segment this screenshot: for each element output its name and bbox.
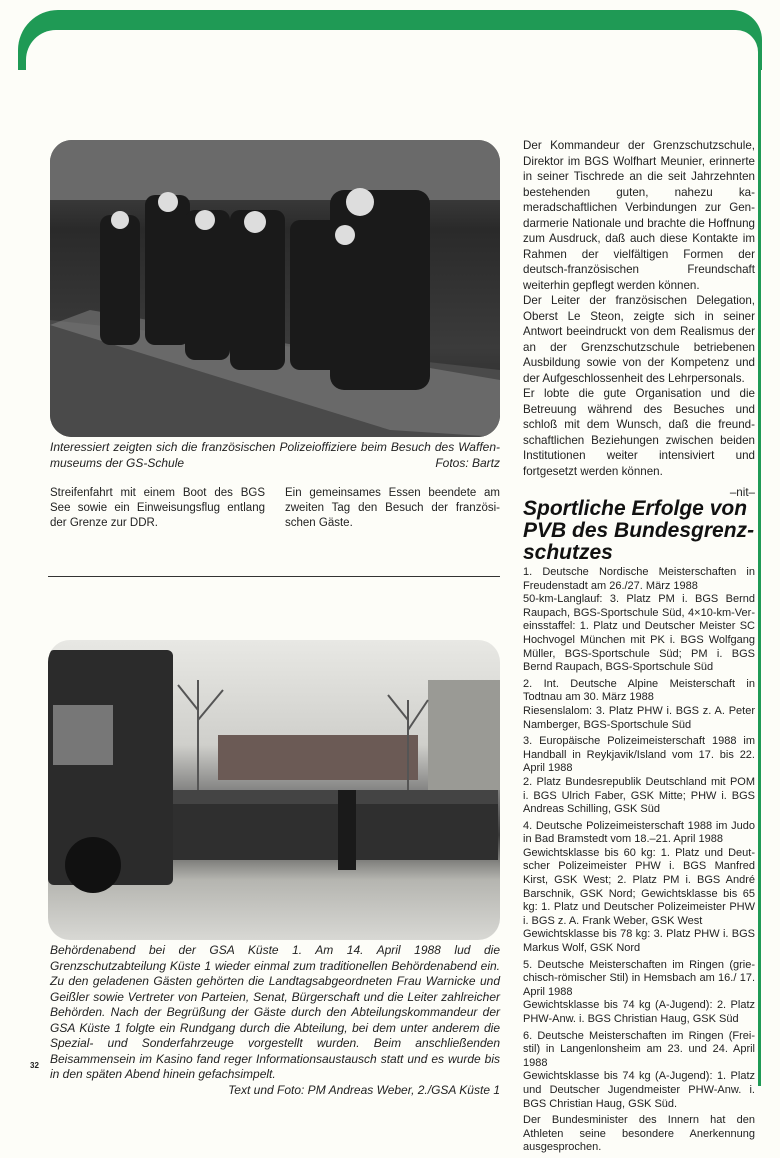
photo-behoerdenabend: [48, 640, 500, 940]
photo1-credit: Fotos: Bartz: [435, 455, 500, 470]
right-article: [523, 138, 755, 501]
sport-item: 4. Deutsche Polizeimeisterschaft 1988 im Judo in Bad Bramstedt vom 18.–21. April 1988 Gewichtsklasse bis 60 kg: 1. Platz und Deutscher Polizeimeister PHW i. BGS Manfred Kirst, GSK West; 2. Platz PM i. BGS André Barschnik, GSK Nord; Gewichtsklasse bis 65 kg: 1. Platz und Deutscher Polizeimeister PHW i. BGS z. A. Frank Weber, GSK West Gewichtsklasse bis 78 kg: 3. Platz PHW i. BGS Markus Wolf, GSK Nord: [523, 819, 755, 955]
sport-item: 3. Europäische Polizeimeisterschaft 1988 im Handball in Reykjavik/Island vom 17. bis 22. April 1988 2. Platz Bundesrepublik Deutschland mit POM i. BGS Ulrich Faber, GSK Mitte; PHW i. BGS Andreas Schilling, GSK Süd: [523, 735, 755, 816]
photo2-credit: Text und Foto: PM Andreas Weber, 2./GSA Küste 1: [228, 1082, 500, 1097]
article-paragraph: Er lobte die gute Organisation und die Betreuung während des Besuches und schloß mit dem Wunsch, daß die freundschaftlichen Beziehungen zwischen beiden Institutionen weiter intensiviert und fortgesetzt werden können.: [523, 387, 755, 478]
sport-heading: Sportliche Erfolge von PVB des Bundesgrenzschutzes: [523, 497, 755, 564]
photo1-caption: [50, 440, 500, 471]
section-divider: [48, 576, 500, 577]
sport-item: 2. Int. Deutsche Alpine Meisterschaft in Todtnau am 30. März 1988 Riesenslalom: 3. Platz PHW i. BGS z. A. Peter Namberger, BGS-Sportschule Süd: [523, 677, 755, 731]
photo-french-officers-museum: [50, 140, 500, 437]
photo1-caption-text: Interessiert zeigten sich die französischen Polizeioffiziere beim Besuch des Waffenmuseums der GS-Schule: [50, 440, 500, 470]
sport-results: [523, 566, 755, 1158]
sport-item: Der Bundesminister des Innern hat den Athleten seine besondere Anerkennung ausgesprochen.: [523, 1114, 755, 1154]
header-band-inner: [26, 30, 758, 90]
photo2-caption: [50, 943, 500, 1098]
left-column-1: Streifenfahrt mit einem Boot des BGS See sowie ein Einweisungsflug entlang der Grenze zur DDR.: [50, 487, 265, 529]
sport-item: 5. Deutsche Meisterschaften im Ringen (griechisch-römischer Stil) in Hemsbach am 16./ 17. April 1988 Gewichtsklasse bis 74 kg (A-Jugend): 2. Platz PHW-Anw. i. BGS Christian Haug, GSK Süd: [523, 958, 755, 1025]
photo-truck-crowd-illustration: [48, 640, 500, 940]
green-right-border: [758, 50, 761, 1086]
article-signature: –nit–: [729, 486, 755, 499]
page-number: 32: [30, 1061, 39, 1070]
photo-officers-illustration: [50, 140, 500, 437]
sport-item: 6. Deutsche Meisterschaften im Ringen (Freistil) in Langenlonsheim am 23. und 24. April 1988 Gewichtsklasse bis 74 kg (A-Jugend): 1. Platz und Deutscher Jugendmeister PHW-Anw. i. BGS Christian Haug, GSK Süd.: [523, 1029, 755, 1110]
article-paragraph: Der Kommandeur der Grenzschutzschule, Direktor im BGS Wolfhart Meunier, erinnerte in seiner Tischrede an die seit Jahrzehnten bestehenden guten, nahezu kameradschaftlichen Verbindungen zur Gendarmerie Nationale und brachte die Hoffnung zum Ausdruck, daß auch diese Kontakte im Rahmen der vielfältigen Formen der deutsch-französischen Freundschaft weiterhin gepflegt werden können.: [523, 139, 755, 292]
left-column-2: Ein gemeinsames Essen beendete am zweiten Tag den Besuch der französischen Gäste.: [285, 487, 500, 529]
article-paragraph: Der Leiter der französischen Delegation, Oberst Le Steon, zeigte sich in seiner Antwort beeindruckt von dem Realismus der an der Grenzschutzschule betriebenen Ausbildung sowie von der Kompetenz und der Aufgeschlossenheit des Lehrpersonals.: [523, 294, 755, 385]
photo2-caption-text: Behördenabend bei der GSA Küste 1. Am 14. April 1988 lud die Grenzschutzabteilung Küste 1 wieder einmal zum traditionellen Behördenabend ein. Zu den geladenen Gästen gehörten die Landtagsabgeordneten Frau Warnicke und Geißler sowie Vertreter von Parteien, Senat, Bürgerschaft und die Leiter zahlreicher Behörden. Nach der Begrüßung der Gäste durch den Abteilungskommandeur der GSA Küste 1 folgte ein Rundgang durch die Abteilung, bei dem unter anderem die Spezial- und Sonderfahrzeuge vorgestellt wurden. Beim anschließenden Beisammensein im Kasino fand reger Informationsaustausch statt und es wurde bis in den späten Abend hinein gefachsimpelt.: [50, 943, 500, 1081]
sport-item: 1. Deutsche Nordische Meisterschaften in Freudenstadt am 26./27. März 1988 50-km-Langlauf: 3. Platz PM i. BGS Bernd Raupach, BGS-Sportschule Süd, 4×10-km-Vereinsstaffel: 1. Platz und Deutscher Meister SC Hochvogel München mit PK i. BGS Wolfgang Müller, BGS-Sportschule Süd; PM i. BGS Bernd Raupach, BGS-Sportschule Süd: [523, 566, 755, 674]
